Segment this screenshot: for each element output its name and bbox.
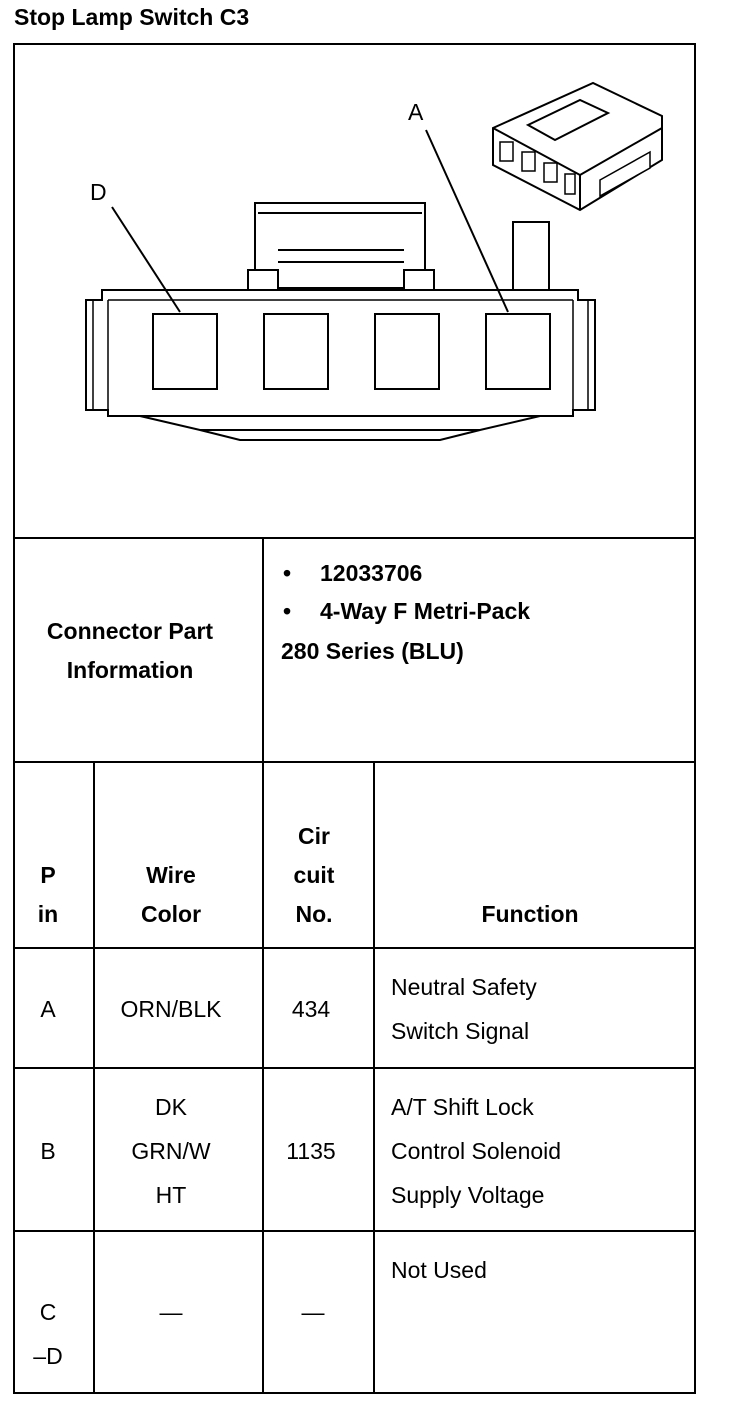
row-b-function: Supply Voltage [391, 1182, 545, 1208]
row-cd-pin: C [39, 1299, 57, 1325]
row-cd-circuit: — [301, 1299, 325, 1325]
divider [373, 761, 375, 1394]
part-info-label: Connector Part [46, 618, 214, 644]
pin-label-a: A [408, 99, 424, 125]
connector-isometric-icon [493, 83, 662, 210]
row-cd-function: Not Used [391, 1257, 487, 1283]
part-number: 12033706 [320, 560, 423, 586]
row-b-wire-color: DK [155, 1094, 187, 1120]
row-b-function: Control Solenoid [391, 1138, 562, 1164]
cavity-c [264, 314, 328, 389]
header-pin: P [40, 862, 56, 888]
connector-latch [248, 203, 434, 290]
header-wire-color: Wire [146, 862, 196, 888]
row-a-pin: A [40, 996, 56, 1022]
row-a-circuit: 434 [291, 996, 331, 1022]
row-a-function: Switch Signal [391, 1018, 530, 1044]
connector-post [513, 222, 549, 297]
cavity-b [375, 314, 439, 389]
bullet-icon: • [283, 598, 292, 624]
header-wire-color: Color [140, 901, 202, 927]
divider [262, 761, 264, 1394]
connector-diagram [0, 0, 736, 540]
row-b-function: A/T Shift Lock [391, 1094, 534, 1120]
divider [93, 761, 95, 1394]
header-pin: in [37, 901, 59, 927]
header-circuit: Cir [298, 823, 330, 849]
header-circuit: cuit [293, 862, 335, 888]
row-b-wire-color: HT [155, 1182, 187, 1208]
row-a-wire-color: ORN/BLK [120, 996, 222, 1022]
page-title: Stop Lamp Switch C3 [14, 4, 250, 30]
divider [262, 537, 264, 763]
divider [13, 947, 696, 949]
connector-type: 4-Way F Metri-Pack [320, 598, 531, 624]
cavity-d [153, 314, 217, 389]
part-info-label: Information [66, 657, 194, 683]
bullet-icon: • [283, 560, 292, 586]
divider [13, 1230, 696, 1232]
row-b-circuit: 1135 [286, 1138, 336, 1164]
row-cd-wire-color: — [159, 1299, 183, 1325]
cavity-a [486, 314, 550, 389]
pin-label-d: D [90, 179, 107, 205]
header-circuit: No. [295, 901, 333, 927]
row-a-function: Neutral Safety [391, 974, 537, 1000]
connector-series: 280 Series (BLU) [281, 638, 464, 664]
header-function: Function [481, 901, 579, 927]
divider [13, 1067, 696, 1069]
divider [13, 761, 696, 763]
row-b-pin: B [40, 1138, 56, 1164]
row-cd-pin: –D [33, 1343, 63, 1369]
row-b-wire-color: GRN/W [131, 1138, 211, 1164]
